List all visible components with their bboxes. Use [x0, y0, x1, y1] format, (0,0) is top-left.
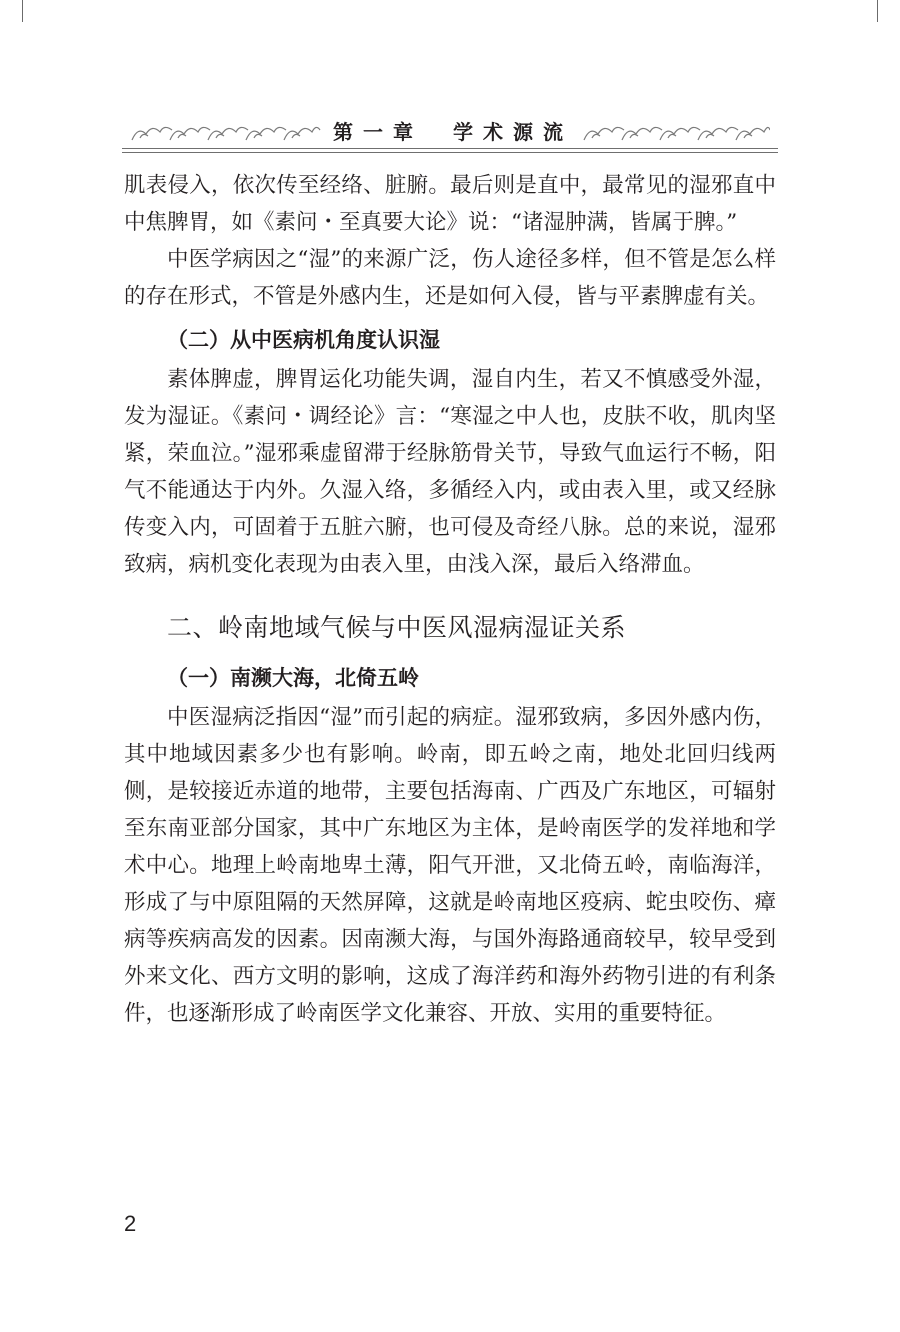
running-header [122, 114, 778, 154]
chapter-title: 第一章 学术源流 [333, 120, 573, 144]
paragraph-geography: 中医湿病泛指因“湿”而引起的病症。湿邪致病，多因外感内伤，其中地域因素多少也有影响。岭南，即五岭之南，地处北回归线两侧，是较接近赤道的地带，主要包括海南、广西及广东地区，可辐射至东南亚部分国家，其中广东地区为主体，是岭南医学的发祥地和学术中心。地理上岭南地卑土薄，阳气开泄，又北倚五岭，南临海洋，形成了与中原阻隔的天然屏障，这就是岭南地区疫病、蛇虫咬伤、瘴病等疾病高发的因素。因南濒大海，与国外海路通商较早，较早受到外来文化、西方文明的影响，这成了海洋药和海外药物引进的有利条件，也逐渐形成了岭南医学文化兼容、开放、实用的重要特征。 [124, 705, 776, 1026]
paragraph-dampness-origin: 中医学病因之“湿”的来源广泛，伤人途径多样，但不管是怎么样的存在形式，不管是外感内生，还是如何入侵，皆与平素脾虚有关。 [124, 247, 776, 309]
crop-mark-right [877, 0, 900, 22]
subsection-heading-geography: （一）南濒大海，北倚五岭 [167, 665, 419, 690]
paragraph-pathogenesis: 素体脾虚，脾胃运化功能失调，湿自内生，若又不慎感受外湿，发为湿证。《素问・调经论》言：“寒湿之中人也，皮肤不收，肌肉坚紧，荣血泣。”湿邪乘虚留滞于经脉筋骨关节，导致气血运行不畅，阳气不能通达于内外。久湿入络，多循经入内，或由表入里，或又经脉传变入内，可固着于五脏六腑，也可侵及奇经八脉。总的来说，湿邪致病，病机变化表现为由表入里，由浅入深，最后入络滞血。 [124, 367, 776, 577]
page-number: 2 [124, 1211, 137, 1236]
page-body [124, 167, 776, 1032]
section-heading-lingnan: 二、岭南地域气候与中医风湿病湿证关系 [167, 613, 627, 642]
paragraph-continued: 肌表侵入，依次传至经络、脏腑。最后则是直中，最常见的湿邪直中中焦脾胃，如《素问・至真要大论》说：“诸湿肿满，皆属于脾。” [124, 173, 776, 235]
header-rule-top [122, 148, 778, 149]
crop-mark-left [0, 0, 23, 22]
subsection-heading-pathogenesis: （二）从中医病机角度认识湿 [167, 327, 440, 352]
cloud-ornament-left-icon [130, 118, 322, 146]
cloud-ornament-right-icon [582, 118, 770, 146]
header-rule-bottom [122, 152, 778, 153]
